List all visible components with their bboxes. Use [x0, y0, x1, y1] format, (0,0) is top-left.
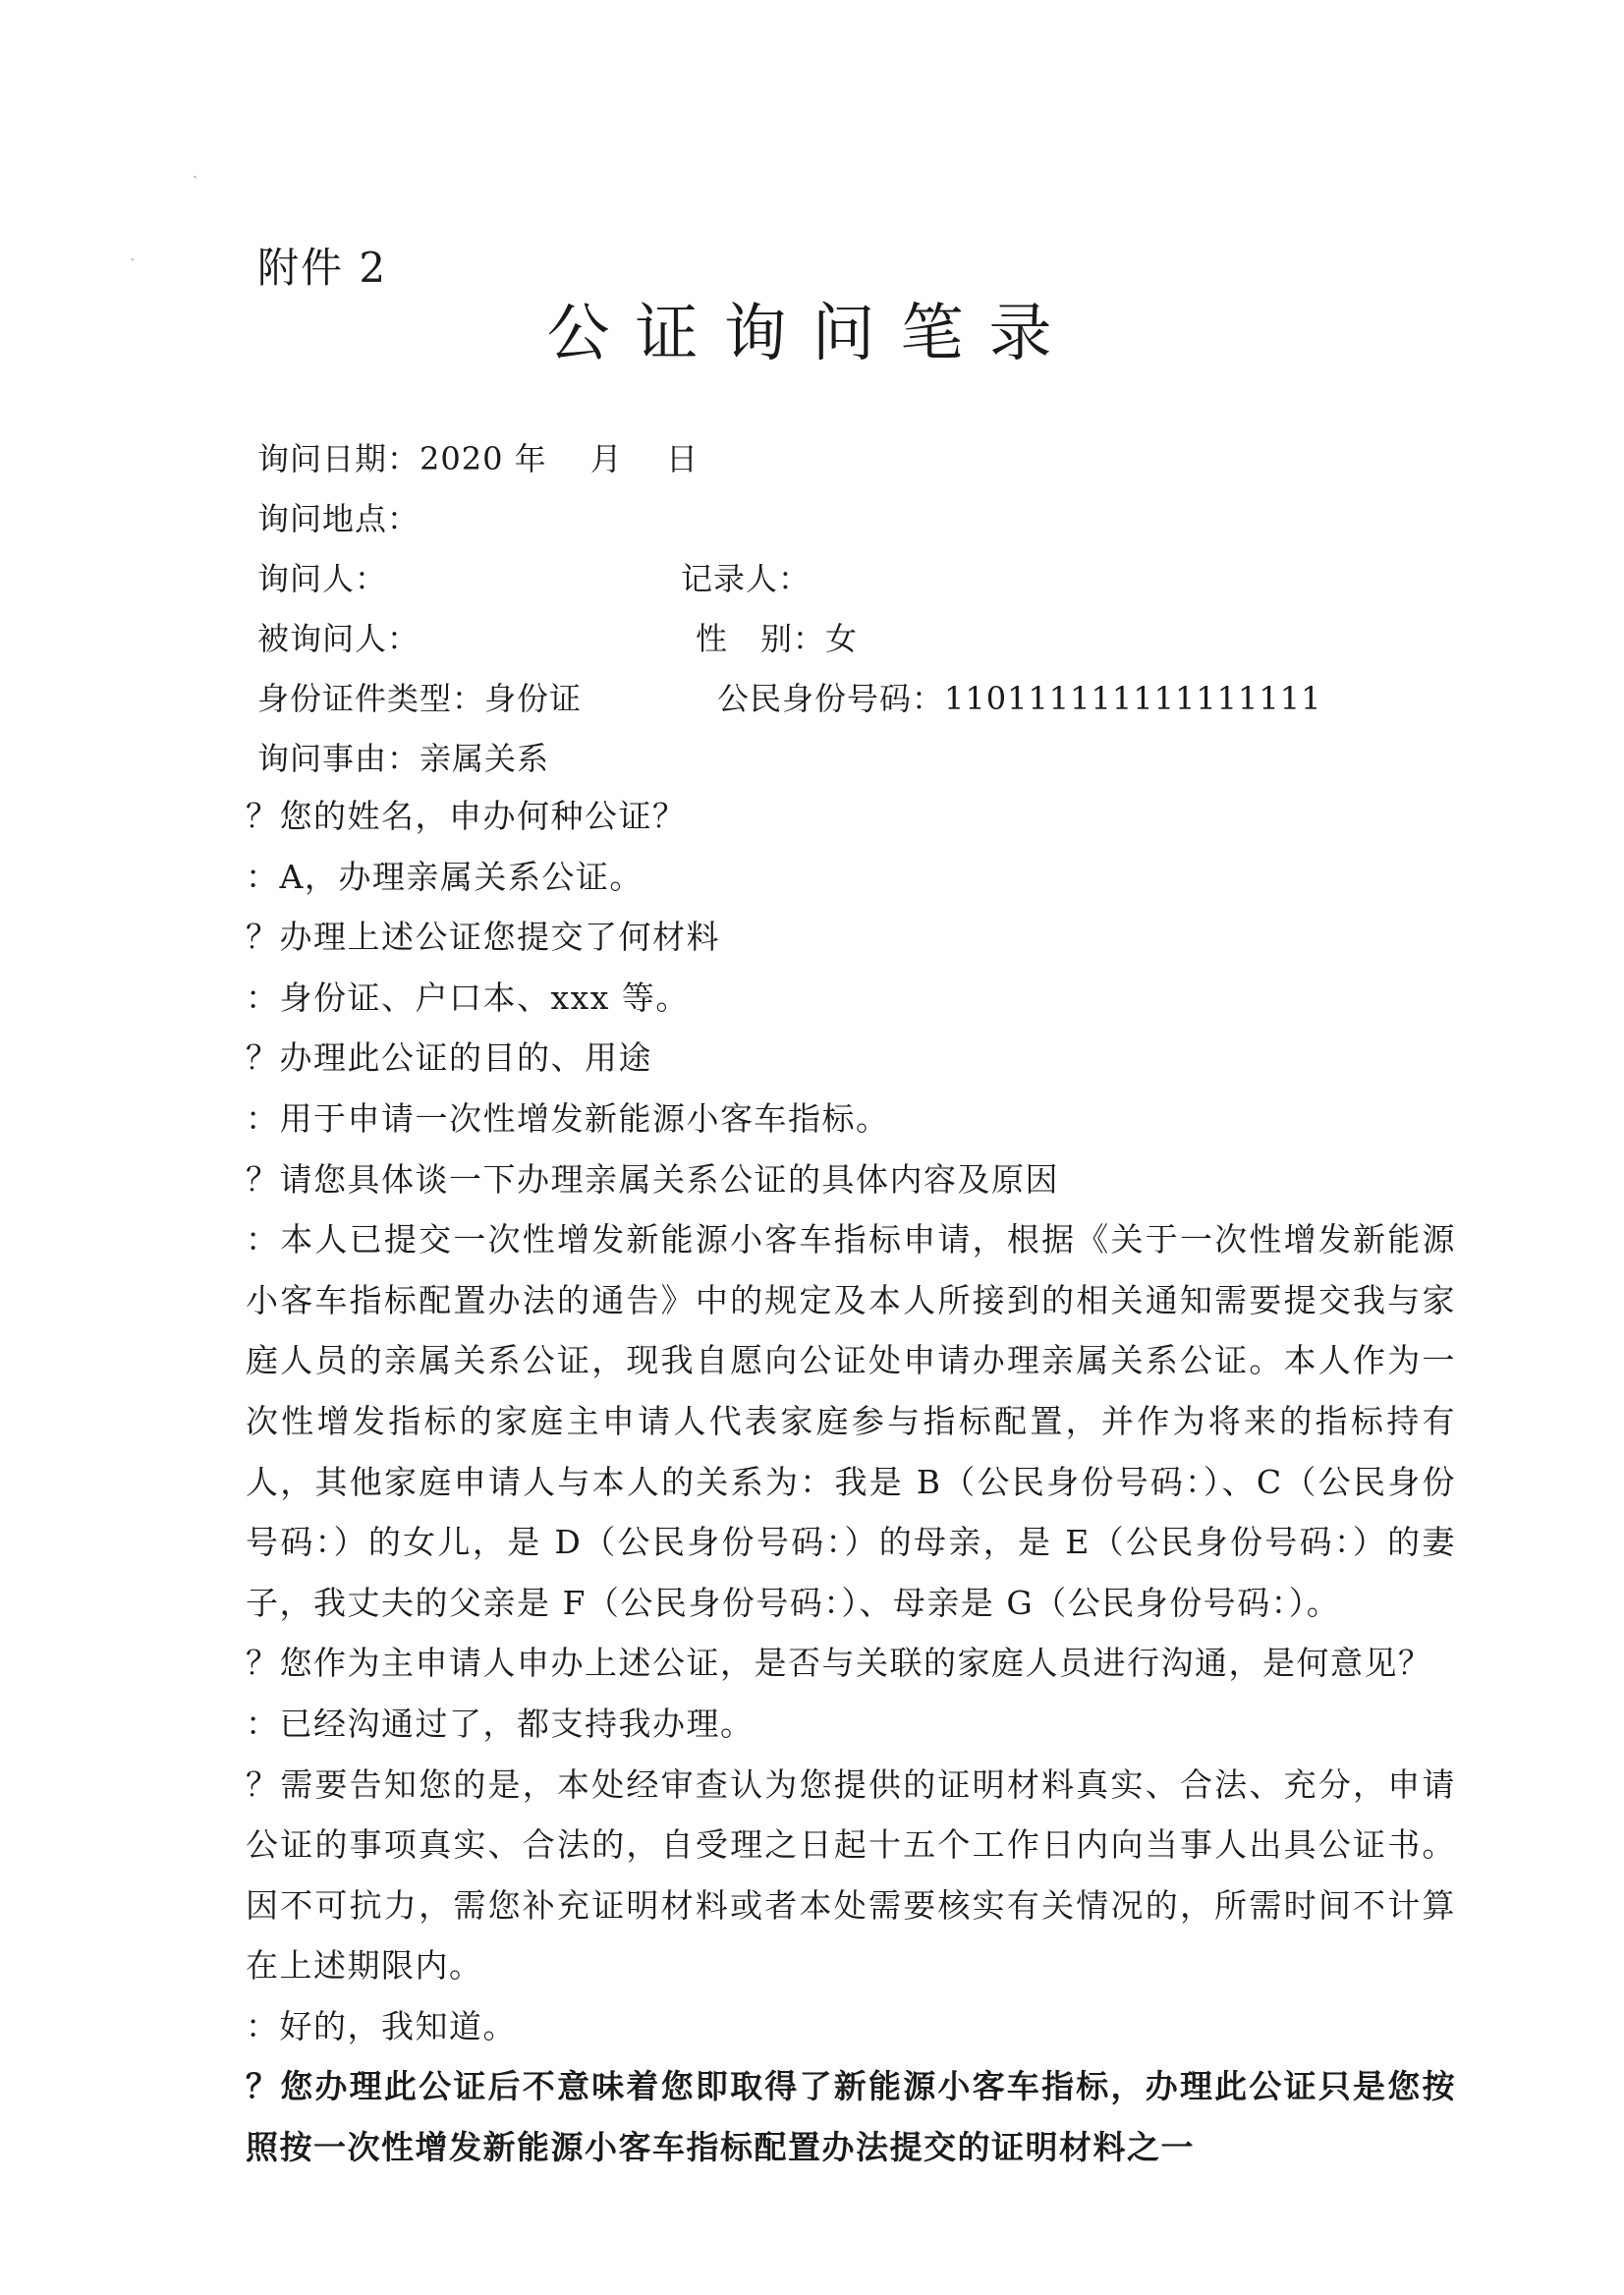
field-id-number: 公民身份号码：110111111111111111: [717, 680, 1322, 717]
question: ？需要告知您的是，本处经审查认为您提供的证明材料真实、合法、充分，申请公证的事项真实、合法的，自受理之日起十五个工作日内向当事人出具公证书。因不可抗力，需您补充证明材料或者本处需要核实有关情况的，所需时间不计算在上述期限内。: [246, 1764, 1456, 1986]
answer: ：好的，我知道。: [246, 2006, 517, 2045]
answer: ：A，办理亲属关系公证。: [246, 857, 644, 896]
field-reason: 询问事由：亲属关系: [257, 740, 550, 777]
question-bold: ？您办理此公证后不意味着您即取得了新能源小客车指标，办理此公证只是您按照按一次性增发新能源小客车指标配置办法提交的证明材料之一: [246, 2067, 1456, 2167]
answer: ：本人已提交一次性增发新能源小客车指标申请，根据《关于一次性增发新能源小客车指标配置办法的通告》中的规定及本人所接到的相关通知需要提交我与家庭人员的亲属关系公证，现我自愿向公证处申请办理亲属关系公证。本人作为一次性增发指标的家庭主申请人代表家庭参与指标配置，并作为将来的指标持有人，其他家庭申请人与本人的关系为：我是 B（公民身份号码：）、C（公民身份号码：）的女儿，是 D（公民身份号码：）的母亲，是 E（公民身份号码：）的妻子，我丈夫的父亲是 F（公民身份号码：）、母亲是 G（公民身份号码：）。: [246, 1220, 1456, 1622]
question: ？您作为主申请人申办上述公证，是否与关联的家庭人员进行沟通，是何意见？: [246, 1644, 1432, 1683]
field-date: 询问日期：2020 年 月 日: [257, 440, 699, 477]
question: ？办理此公证的目的、用途: [246, 1038, 652, 1078]
question: ？您的姓名，申办何种公证？: [246, 797, 687, 835]
answer: ：已经沟通过了，都支持我办理。: [246, 1704, 755, 1743]
question: ？办理上述公证您提交了何材料: [246, 918, 720, 957]
document-title: 公证询问笔录: [546, 298, 1078, 370]
answer: ：身份证、户口本、xxx 等。: [246, 978, 690, 1017]
field-interviewee: 被询问人：: [257, 620, 420, 657]
attachment-label: 附件 2: [257, 244, 388, 292]
question: ？请您具体谈一下办理亲属关系公证的具体内容及原因: [246, 1159, 1059, 1199]
field-id-type: 身份证件类型：身份证: [257, 680, 583, 717]
field-gender: 性 别：女: [696, 620, 859, 657]
field-interviewer: 询问人：: [257, 560, 388, 597]
answer: ：用于申请一次性增发新能源小客车指标。: [246, 1098, 890, 1138]
qa-record: [246, 786, 1456, 2178]
scan-mark: ˋ: [193, 175, 199, 191]
field-recorder: 记录人：: [681, 560, 812, 597]
field-location: 询问地点：: [257, 500, 420, 537]
scan-mark: ˋ: [130, 257, 137, 273]
